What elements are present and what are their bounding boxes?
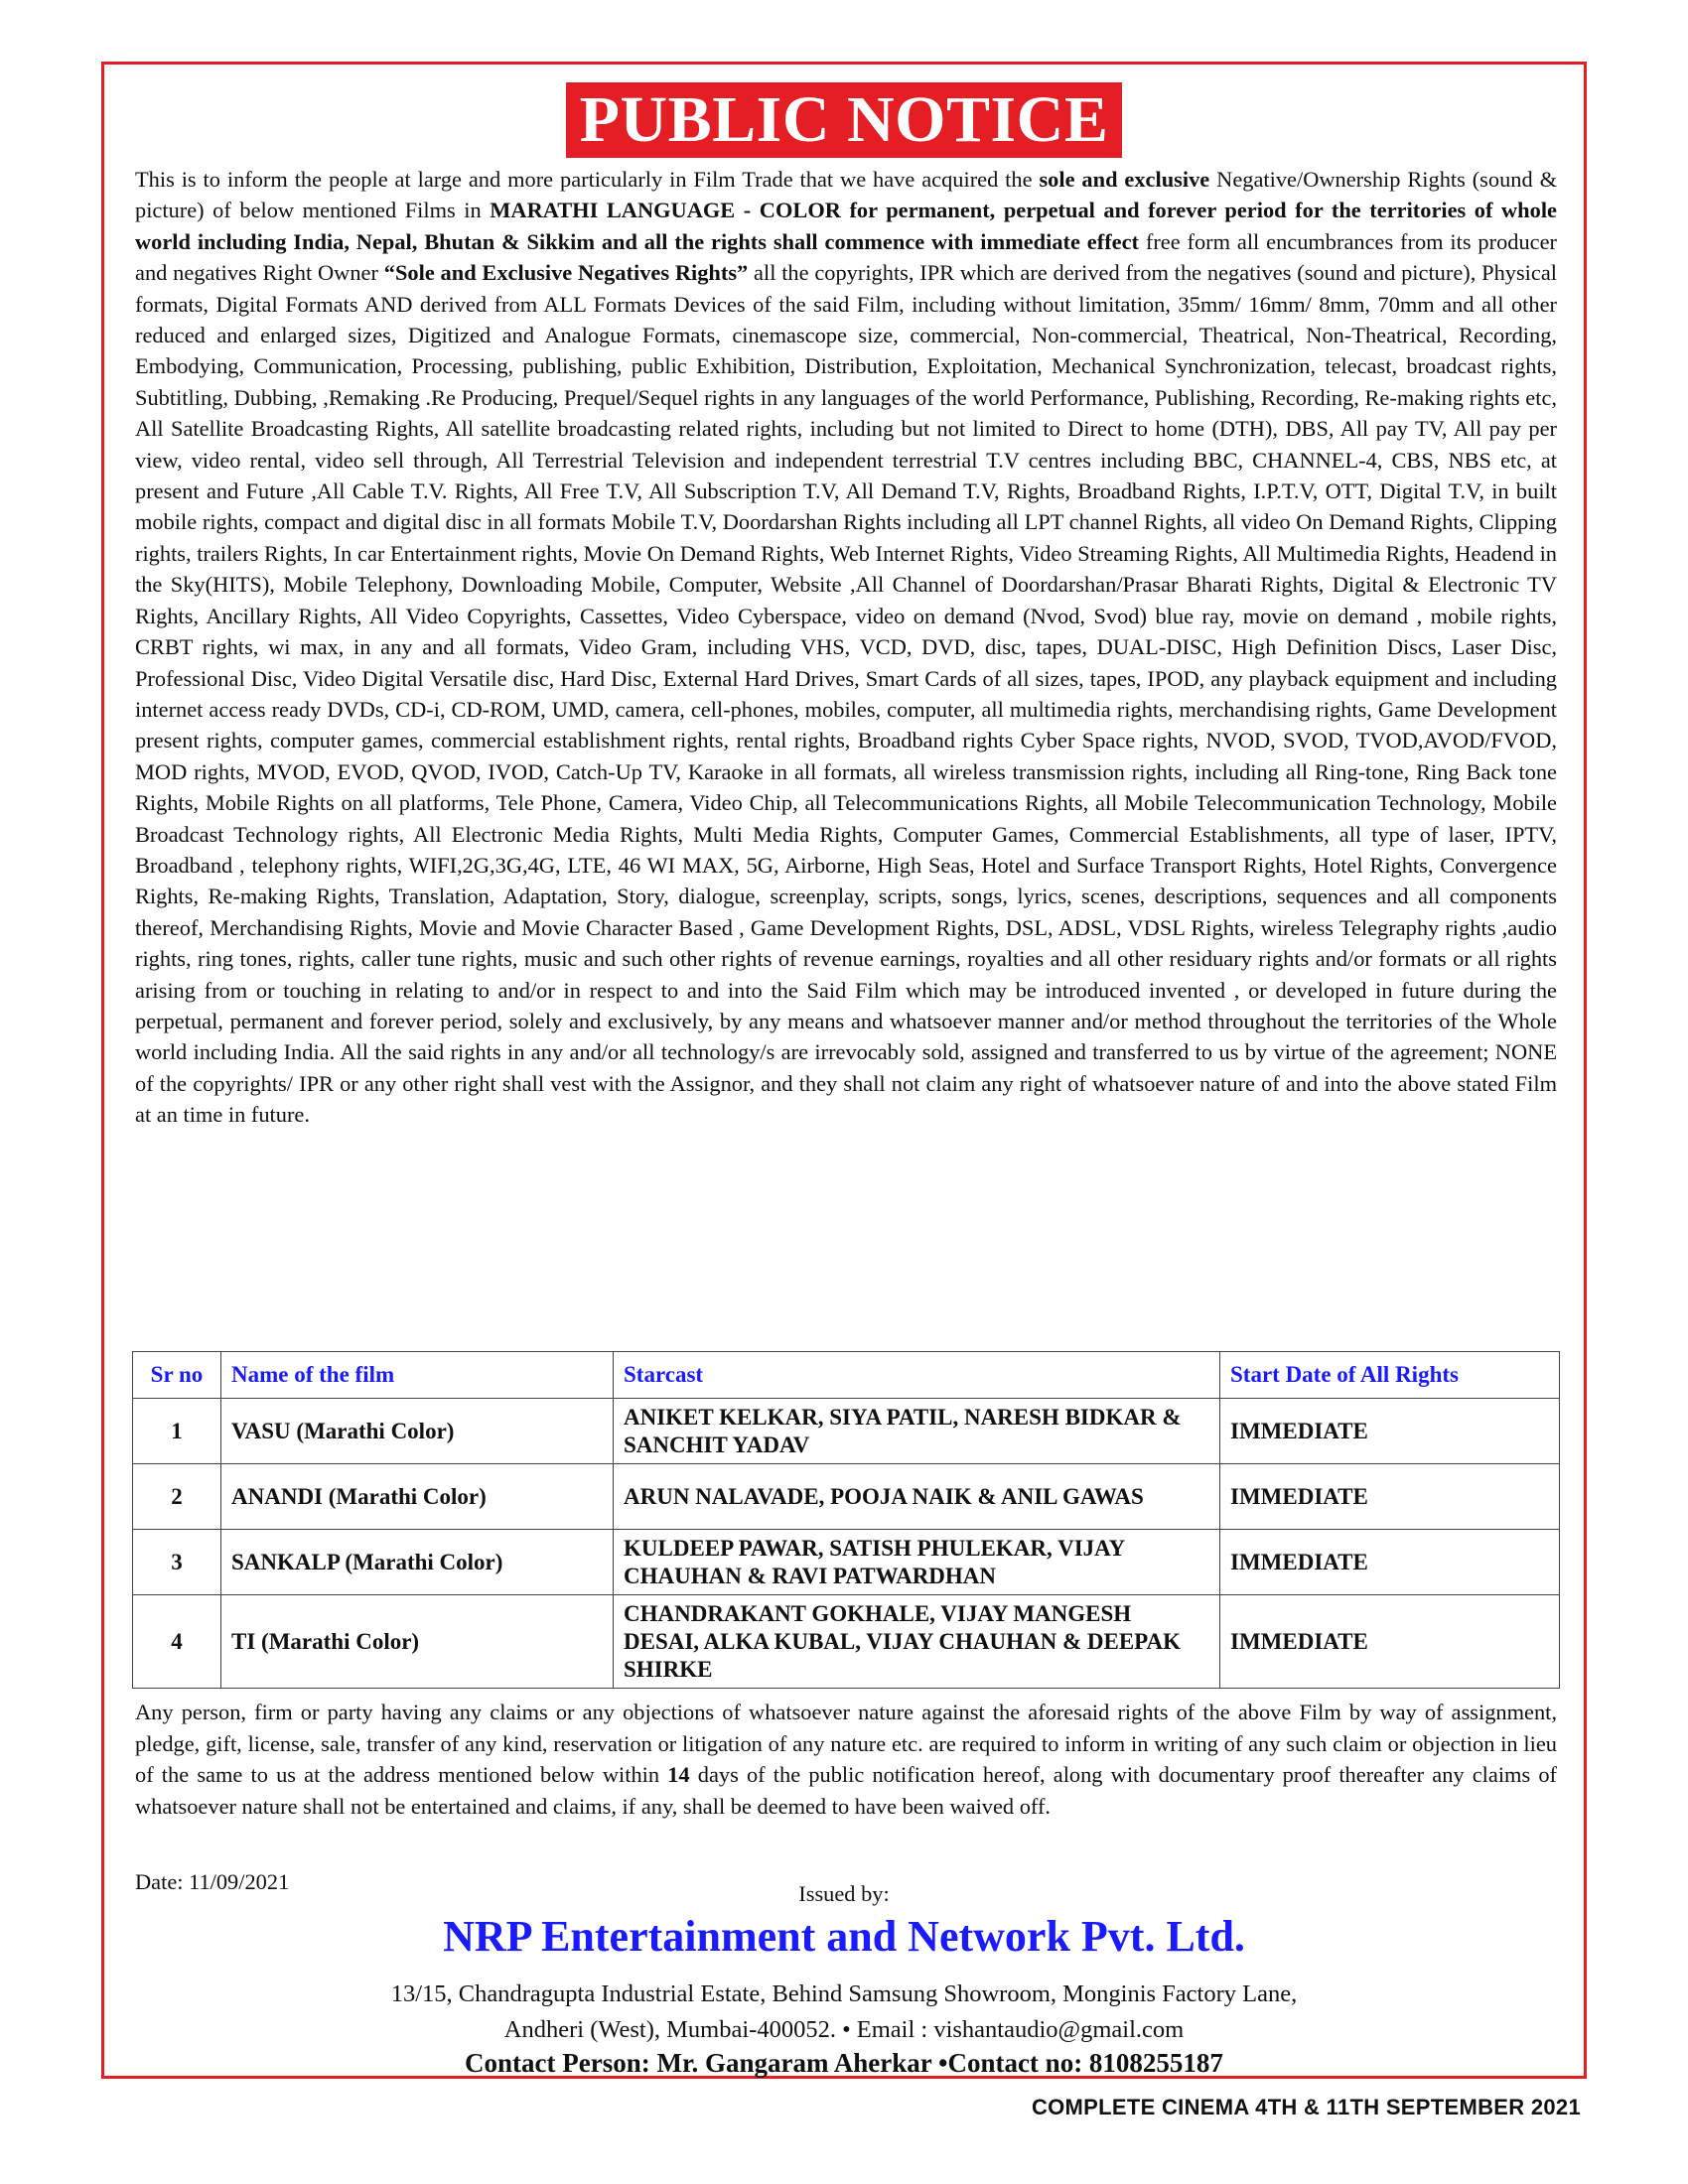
row-cast: ANIKET KELKAR, SIYA PATIL, NARESH BIDKAR & SANCHIT YADAV	[614, 1399, 1220, 1464]
address-line-2: Andheri (West), Mumbai-400052. • Email : vishantaudio@gmail.com	[503, 2016, 1185, 2043]
row-start: IMMEDIATE	[1220, 1530, 1560, 1595]
row-sr: 4	[133, 1595, 221, 1689]
row-film: TI (Marathi Color)	[221, 1595, 614, 1689]
row-cast: KULDEEP PAWAR, SATISH PHULEKAR, VIJAY CHAUHAN & RAVI PATWARDHAN	[614, 1530, 1220, 1595]
table-header-row	[133, 1352, 1560, 1399]
table-row	[133, 1595, 1560, 1689]
notice-frame	[101, 62, 1587, 2079]
header-sr-no: Sr no	[133, 1352, 221, 1399]
films-table	[132, 1351, 1560, 1689]
table-row	[133, 1464, 1560, 1530]
row-film: VASU (Marathi Color)	[221, 1399, 614, 1464]
table-row	[133, 1530, 1560, 1595]
closing-part1: Any person, firm or party having any claims or any objections of whatsoever nature against the aforesaid rights of the above Film by way of assignment, pledge, gift, license, sale, transfer of any kind, reservation or litigation of any nature etc. are required to inform in writing of any such claim or objection in lieu of the same to us at the address mentioned below within	[135, 1700, 1557, 1787]
closing-days: 14	[667, 1762, 690, 1787]
company-address	[104, 1977, 1584, 2048]
address-line-1: 13/15, Chandragupta Industrial Estate, Behind Samsung Showroom, Monginis Factory Lane,	[390, 1980, 1298, 2007]
para-bold3: “Sole and Exclusive Negatives Rights”	[383, 260, 749, 286]
row-sr: 1	[133, 1399, 221, 1464]
para-part4: all the copyrights, IPR which are derived from the negatives (sound and picture), Physical formats, Digital Formats AND derived from ALL Formats Devices of the said Film, including without limitation, 35mm/ 16mm/ 8mm, 70mm and all other reduced and enlarged sizes, Digitized and Analogue Formats, cinemascope size, commercial, Non-commercial, Theatrical, Non-Theatrical, Recording, Embodying, Communication, Processing, publishing, public Exhibition, Distribution, Exploitation, Mechanical Synchronization, telecast, broadcast rights, Subtitling, Dubbing, ,Remaking .Re Producing, Prequel/Sequel rights in any languages of the world Performance, Publishing, Recording, Re-making rights etc, All Satellite Broadcasting Rights, All satellite broadcasting related rights, including but not limited to Direct to home (DTH), DBS, All pay TV, All pay per view, video rental, video sell through, All Terrestrial Television and independent terrestrial T.V centres including BBC, CHANNEL-4, CBS, NBS etc, at present and Future ,All Cable T.V. Rights, All Free T.V, All Subscription T.V, All Demand T.V, Rights, Broadband Rights, I.P.T.V, OTT, Digital T.V, in built mobile rights, compact and digital disc in all formats Mobile T.V, Doordarshan Rights including all LPT channel Rights, all video On Demand Rights, Clipping rights, trailers Rights, In car Entertainment rights, Movie On Demand Rights, Web Internet Rights, Video Streaming Rights, All Multimedia Rights, Headend in the Sky(HITS), Mobile Telephony, Downloading Mobile, Computer, Website ,All Channel of Doordarshan/Prasar Bharati Rights, Digital & Electronic TV Rights, Ancillary Rights, All Video Copyrights, Cassettes, Video Cyberspace, video on demand (Nvod, Svod) blue ray, movie on demand , mobile rights, CRBT rights, wi max, in any and all formats, Video Gram, including VHS, VCD, DVD, disc, tapes, DUAL-DISC, High Definition Discs, Laser Disc, Professional Disc, Video Digital Versatile disc, Hard Disc, External Hard Drives, Smart Cards of all sizes, tapes, IPOD, any playback equipment and including internet access ready DVDs, CD-i, CD-ROM, UMD, camera, cell-phones, mobiles, computer, all multimedia rights, merchandising rights, Game Development present rights, computer games, commercial establishment rights, rental rights, Broadband rights Cyber Space rights, NVOD, SVOD, TVOD,AVOD/FVOD, MOD rights, MVOD, EVOD, QVOD, IVOD, Catch-Up TV, Karaoke in all formats, all wireless transmission rights, including all Ring-tone, Ring Back tone Rights, Mobile Rights on all platforms, Tele Phone, Camera, Video Chip, all Telecommunications Rights, all Mobile Telecommunication Technology, Mobile Broadcast Technology rights, All Electronic Media Rights, Multi Media Rights, Computer Games, Commercial Establishments, all type of laser, IPTV, Broadband , telephony rights, WIFI,2G,3G,4G, LTE, 46 WI MAX, 5G, Airborne, High Seas, Hotel and Surface Transport Rights, Hotel Rights, Convergence Rights, Re-making Rights, Translation, Adaptation, Story, dialogue, screenplay, scripts, songs, lyrics, scenes, descriptions, sequences and all components thereof, Merchandising Rights, Movie and Movie Character Based , Game Development Rights, DSL, ADSL, VDSL Rights, wireless Telegraphy rights ,audio rights, ring tones, rights, caller tune rights, music and such other rights of revenue earnings, royalties and all other residuary rights and/or formats or all rights arising from or touching in relating to and/or in respect to and into the Said Film which may be introduced invented , or developed in future during the perpetual, permanent and forever period, solely and exclusively, by any means and whatsoever manner and/or method throughout the territories of the Whole world including India. All the said rights in any and/or all technology/s are irrevocably sold, assigned and transferred to us by virtue of the agreement; NONE of the copyrights/ IPR or any other right shall vest with the Assignor, and they shall not claim any right of whatsoever nature of and into the above stated Film at an time in future.	[135, 260, 1557, 1128]
contact-line: Contact Person: Mr. Gangaram Aherkar •Contact no: 8108255187	[465, 2048, 1223, 2078]
row-cast: ARUN NALAVADE, POOJA NAIK & ANIL GAWAS	[614, 1464, 1220, 1530]
closing-part2: days of the public notification hereof, along with documentary proof thereafter any claims of whatsoever nature shall not be entertained and claims, if any, shall be deemed to have been waived off.	[135, 1762, 1558, 1819]
title-wrap	[104, 82, 1584, 158]
row-start: IMMEDIATE	[1220, 1464, 1560, 1530]
notice-paragraph	[135, 164, 1557, 1131]
issued-by-label: Issued by:	[798, 1881, 890, 1906]
header-starcast: Starcast	[614, 1352, 1220, 1399]
publication-footer: COMPLETE CINEMA 4TH & 11TH SEPTEMBER 2021	[1031, 2095, 1581, 2119]
para-part3: free form all encumbrances from its producer and negatives Right Owner	[135, 228, 1558, 286]
para-part1: This is to inform the people at large and more particularly in Film Trade that we have acquired the	[135, 167, 1040, 192]
row-film: ANANDI (Marathi Color)	[221, 1464, 614, 1530]
para-bold1: sole and exclusive	[1039, 167, 1210, 192]
para-part2: Negative/Ownership Rights (sound & picture) of below mentioned Films in	[135, 167, 1557, 223]
row-cast: CHANDRAKANT GOKHALE, VIJAY MANGESH DESAI, ALKA KUBAL, VIJAY CHAUHAN & DEEPAK SHIRKE	[614, 1595, 1220, 1689]
header-film-name: Name of the film	[221, 1352, 614, 1399]
closing-paragraph	[135, 1697, 1557, 1822]
notice-title: PUBLIC NOTICE	[566, 82, 1123, 158]
para-bold2: MARATHI LANGUAGE - COLOR for permanent, perpetual and forever period for the territories of whole world including India, Nepal, Bhutan & Sikkim and all the rights shall commence with immediate effect	[135, 198, 1557, 254]
header-start-date: Start Date of All Rights	[1220, 1352, 1560, 1399]
table-row	[133, 1399, 1560, 1464]
row-sr: 3	[133, 1530, 221, 1595]
row-start: IMMEDIATE	[1220, 1595, 1560, 1689]
row-film: SANKALP (Marathi Color)	[221, 1530, 614, 1595]
row-start: IMMEDIATE	[1220, 1399, 1560, 1464]
row-sr: 2	[133, 1464, 221, 1530]
company-name: NRP Entertainment and Network Pvt. Ltd.	[443, 1912, 1245, 1961]
notice-date: Date: 11/09/2021	[135, 1869, 290, 1894]
